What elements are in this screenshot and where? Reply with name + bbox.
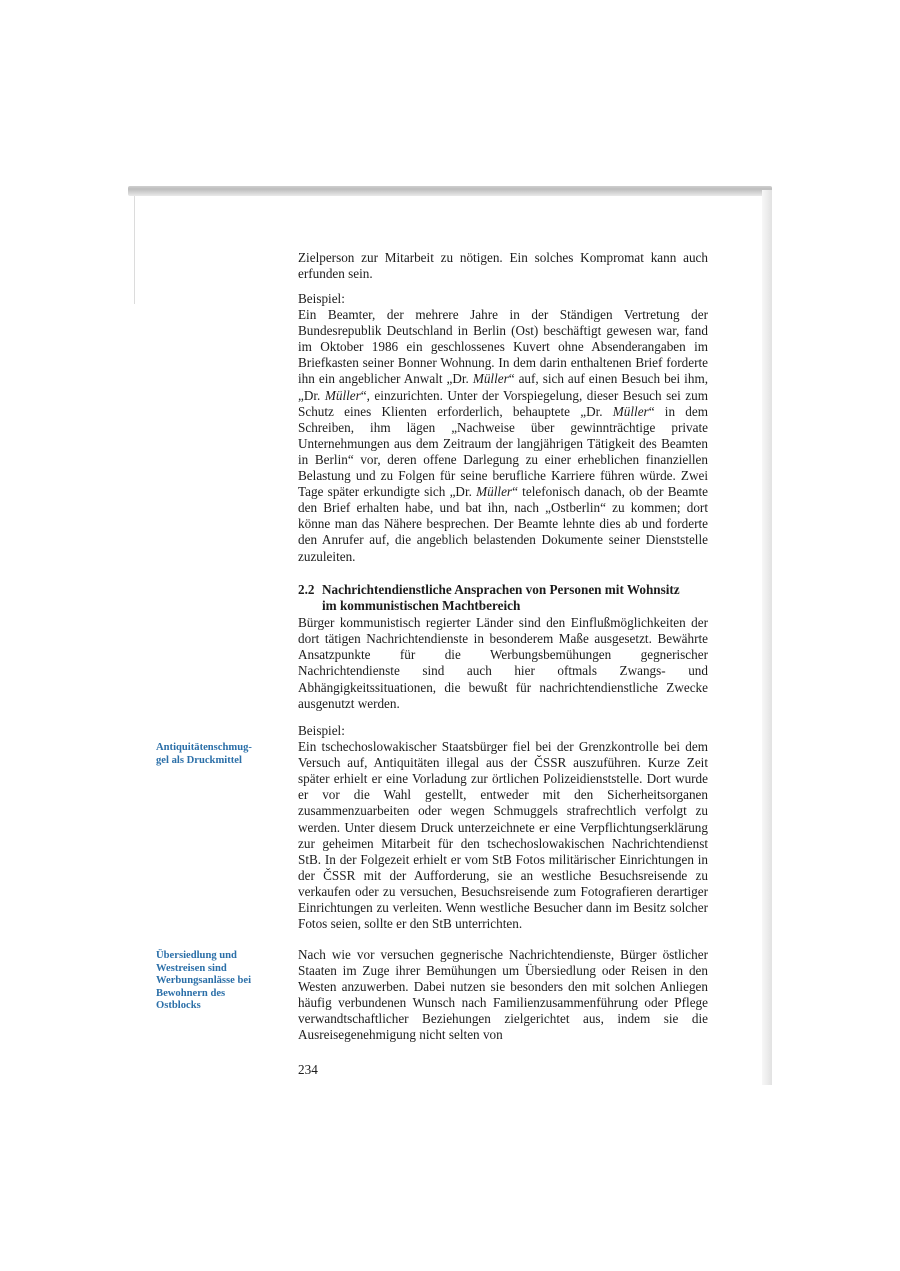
example-1-name: Müller	[472, 371, 509, 387]
section-title-line-1: Nachrichtendienstliche Ansprachen von Personen mit Wohnsitz	[322, 582, 680, 597]
margin-note-line: Westreisen sind	[156, 962, 227, 974]
scan-top-edge	[128, 186, 772, 196]
section-number: 2.2	[298, 582, 315, 597]
margin-note-line: Werbungsanlässe bei	[156, 975, 252, 987]
example-1-part: “ in dem Schreiben, ihm lägen „Nachweise über gewinnträchtige private Unternehmungen aus dem Zeitraum der langjährigen Tätigkeit des Beamten in Berlin“ vor, deren offene Darlegung zu einer erheblichen finanziellen Belastung und zu Folgen für seine berufliche Karriere führen würde. Zwei Tage später erkundigte sich „Dr.	[298, 403, 708, 500]
example-2-label: Beispiel:	[298, 723, 345, 738]
example-1-part: “, einzurichten. Unter der Vorspiegelung, dieser Besuch sei zum Schutz eines Klienten erforderlich, behauptete „Dr.	[298, 387, 708, 419]
scan-left-edge	[134, 196, 135, 304]
example-2-body: Ein tschechoslowakischer Staatsbürger fiel bei der Grenzkontrolle bei dem Versuch auf, Antiquitäten illegal aus der ČSSR auszuführen. Kurze Zeit später erhielt er eine Vorladung zur örtlichen Polizeidienststelle. Dort wurde er vor die Wahl gestellt, entweder mit den Sicherheitsorganen zusammenzuarbeiten oder wegen Schmuggels strafrechtlich verfolgt zu werden. Unter diesem Druck unterzeichnete er eine Verpflichtungserklärung zur geheimen Mitarbeit für den tschechoslowakischen Nachrichtendienst StB. In der Folgezeit erhielt er vom StB Fotos militärischer Einrichtungen in der ČSSR mit der Aufforderung, sie an westliche Besuchsreisende zu verkaufen oder zu versuchen, Besuchsreisende zum Fotografieren derartiger Einrichtungen zu verleiten. Wenn westliche Besucher dann im Besitz solcher Fotos seien, sollte er den StB unterrichten.	[298, 739, 708, 932]
margin-note-line: Antiquitätenschmug-	[156, 742, 252, 753]
example-1-label: Beispiel:	[298, 291, 345, 306]
section-2-2	[298, 582, 708, 712]
example-1-name: Müller	[612, 403, 649, 419]
final-paragraph	[298, 947, 708, 1044]
margin-note-resettlement	[156, 950, 276, 1013]
page-number: 234	[298, 1062, 318, 1077]
scan-right-edge	[762, 190, 772, 1085]
example-1-part: “ telefonisch danach, ob der Beamte den Brief erhalten habe, und bat ihn, nach „Ostberlin“ zu kommen; dort könne man das Nähere besprechen. Der Beamte lehnte dies ab und forderte den Anrufer auf, die angeblich belastenden Dokumente seiner Dienststelle zuzuleiten.	[298, 484, 708, 564]
section-heading	[298, 582, 708, 614]
example-1-part: “ auf, sich auf einen Besuch bei ihm, „Dr.	[298, 371, 708, 403]
final-text: Nach wie vor versuchen gegnerische Nachrichtendienste, Bürger östlicher Staaten im Zuge ihrer Bemühungen um Übersiedlung oder Reisen in den Westen anzuwerben. Dabei nutzen sie besonders den mit solchen Anliegen häufig verbundenen Wunsch nach Familienzusammenführung oder Pflege verwandtschaftlicher Beziehungen zielgerichtet aus, indem sie die Ausreisegenehmigung nicht selten von	[298, 947, 708, 1043]
example-1-name: Müller	[476, 484, 513, 500]
margin-note-antiquities	[156, 742, 276, 767]
margin-note-line: gel als Druckmittel	[156, 754, 242, 766]
section-body: Bürger kommunistisch regierter Länder sind den Einflußmöglichkeiten der dort tätigen Nachrichtendienste in besonderem Maße ausgesetzt. Bewährte Ansatzpunkte für die Werbungsbemühungen gegnerischer Nachrichtendienste sind auch hier oftmals Zwangs- und Abhängigkeitssituationen, die bewußt für nachrichtendienstliche Zwecke ausgenutzt werden.	[298, 615, 708, 711]
intro-paragraph	[298, 250, 708, 282]
margin-note-line: Ostblocks	[156, 1000, 201, 1012]
example-1-name: Müller	[324, 387, 361, 403]
margin-note-line: Übersiedlung und	[156, 950, 237, 961]
example-1-body	[298, 307, 708, 565]
section-title-line-2: im kommunistischen Machtbereich	[322, 598, 521, 614]
example-1-part: Ein Beamter, der mehrere Jahre in der Ständigen Vertretung der Bundesrepublik Deutschland in Berlin (Ost) beschäftigt gewesen war, fand im Oktober 1986 ein geschlossenes Kuvert ohne Absenderangaben im Briefkasten seiner Bonner Wohnung. In dem darin enthaltenen Brief forderte ihn ein angeblicher Anwalt „Dr.	[298, 307, 708, 387]
example-2	[298, 723, 708, 932]
example-1	[298, 291, 708, 565]
margin-note-line: Bewohnern des	[156, 987, 226, 999]
intro-text: Zielperson zur Mitarbeit zu nötigen. Ein solches Kompromat kann auch erfunden sein.	[298, 250, 708, 282]
